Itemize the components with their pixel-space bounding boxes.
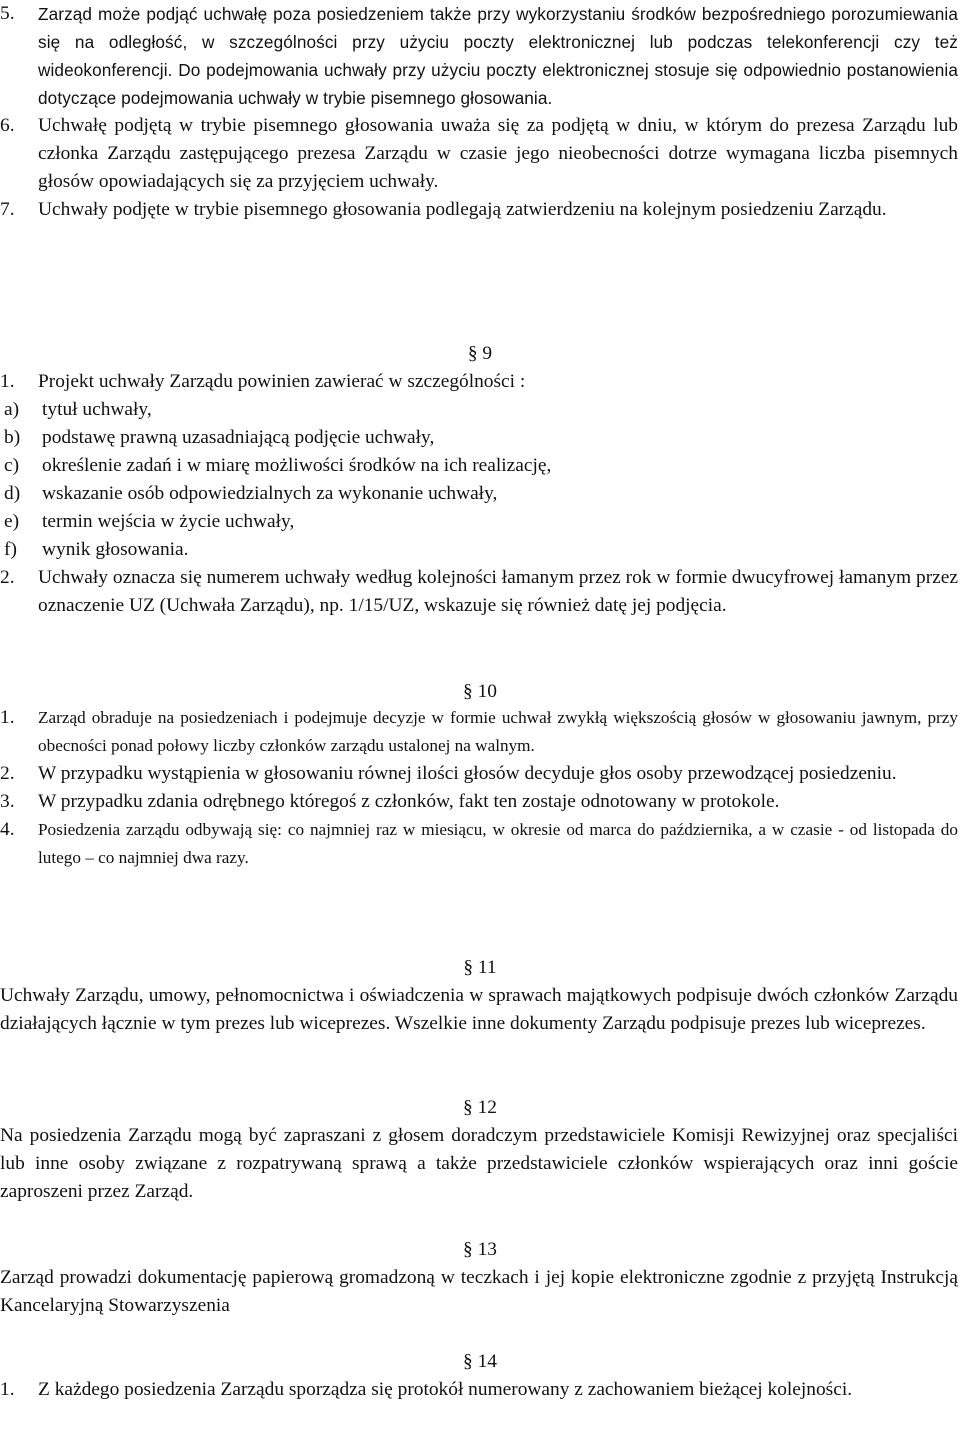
sub-item bbox=[4, 480, 958, 508]
list-item bbox=[0, 112, 958, 196]
sub-item-letter: a) bbox=[4, 399, 20, 420]
section-heading-11: § 11 bbox=[463, 957, 497, 978]
item-text: Uchwały oznacza się numerem uchwały według kolejności łamanym przez rok w formie dwucyfrowej łamanym przez oznaczenie UZ (Uchwała Zarządu), np. 1/15/UZ, wskazuje się również datę jej podjęcia. bbox=[38, 567, 958, 616]
list-item bbox=[0, 196, 958, 224]
sub-item-text: wskazanie osób odpowiedzialnych za wykonanie uchwały, bbox=[42, 483, 498, 504]
item-text: Z każdego posiedzenia Zarządu sporządza się protokół numerowany z zachowaniem bieżącej kolejności. bbox=[38, 1379, 853, 1400]
item-text: Uchwały podjęte w trybie pisemnego głosowania podlegają zatwierdzeniu na kolejnym posiedzeniu Zarządu. bbox=[38, 199, 887, 220]
section-11-text: Uchwały Zarządu, umowy, pełnomocnictwa i oświadczenia w sprawach majątkowych podpisuje dwóch członków Zarządu działających łącznie w tym prezes lub wiceprezes. Wszelkie inne dokumenty Zarządu podpisuje prezes lub wiceprezes. bbox=[0, 985, 958, 1034]
section-12-text: Na posiedzenia Zarządu mogą być zapraszani z głosem doradczym przedstawiciele Komisji Rewizyjnej oraz specjaliści lub inne osoby związane z rozpatrywaną sprawą a także przedstawiciele członków wspierających oraz inni goście zaproszeni przez Zarząd. bbox=[0, 1125, 958, 1202]
section-heading-9: § 9 bbox=[467, 343, 493, 364]
sub-item-text: określenie zadań i w miarę możliwości środków na ich realizację, bbox=[42, 455, 552, 476]
item-text: Zarząd obraduje na posiedzeniach i podejmuje decyzje w formie uchwał zwykłą większością głosów w głosowaniu jawnym, przy obecności ponad połowy liczby członków zarządu ustalonej na walnym. bbox=[38, 708, 958, 755]
item-number: 6. bbox=[0, 115, 15, 136]
sub-item bbox=[4, 396, 958, 424]
list-item bbox=[0, 368, 958, 396]
list-item bbox=[0, 1376, 958, 1404]
section-14 bbox=[0, 1376, 958, 1404]
sub-item bbox=[4, 452, 958, 480]
section-13-text: Zarząd prowadzi dokumentację papierową gromadzoną w teczkach i jej kopie elektroniczne zgodnie z przyjętą Instrukcją Kancelaryjną Stowarzyszenia bbox=[0, 1267, 958, 1316]
sub-item bbox=[4, 424, 958, 452]
sub-item-letter: d) bbox=[4, 483, 21, 504]
list-item bbox=[0, 0, 958, 112]
sub-item-text: wynik głosowania. bbox=[42, 539, 189, 560]
item-text: W przypadku wystąpienia w głosowaniu równej ilości głosów decyduje głos osoby przewodzącej posiedzeniu. bbox=[38, 763, 897, 784]
item-text: Posiedzenia zarządu odbywają się: co najmniej raz w miesiącu, w okresie od marca do października, a w czasie - od listopada do lutego – co najmniej dwa razy. bbox=[38, 820, 958, 867]
list-item bbox=[0, 760, 958, 788]
item-number: 1. bbox=[0, 371, 15, 392]
item-text: W przypadku zdania odrębnego któregoś z członków, fakt ten zostaje odnotowany w protokole. bbox=[38, 791, 780, 812]
item-number: 5. bbox=[0, 3, 15, 24]
item-number: 7. bbox=[0, 199, 15, 220]
sub-item-text: podstawę prawną uzasadniającą podjęcie uchwały, bbox=[42, 427, 435, 448]
item-number: 4. bbox=[0, 819, 15, 840]
sub-item-text: tytuł uchwały, bbox=[42, 399, 152, 420]
item-number: 2. bbox=[0, 763, 15, 784]
sub-item bbox=[4, 536, 958, 564]
item-text: Uchwałę podjętą w trybie pisemnego głosowania uważa się za podjętą w dniu, w którym do prezesa Zarządu lub członka Zarządu zastępującego prezesa Zarządu w czasie jego nieobecności dotrze wymagana liczba pisemnych głosów opowiadających się za przyjęciem uchwały. bbox=[38, 115, 958, 192]
item-text: Zarząd może podjąć uchwałę poza posiedzeniem także przy wykorzystaniu środków bezpośredniego porozumiewania się na odległość, w szczególności przy użyciu poczty elektronicznej lub podczas telekonferencji czy też wideokonferencji. Do podejmowania uchwały przy użyciu poczty elektronicznej stosuje się odpowiednio postanowienia dotyczące podejmowania uchwały w trybie pisemnego głosowania. bbox=[38, 4, 958, 108]
section-heading-10: § 10 bbox=[463, 681, 497, 702]
list-item bbox=[0, 704, 958, 760]
list-item bbox=[0, 816, 958, 872]
sub-item-text: termin wejścia w życie uchwały, bbox=[42, 511, 295, 532]
item-number: 1. bbox=[0, 1379, 15, 1400]
sub-item-letter: b) bbox=[4, 427, 21, 448]
sub-item bbox=[4, 508, 958, 536]
section-heading-13: § 13 bbox=[463, 1239, 497, 1260]
section-10 bbox=[0, 704, 958, 872]
item-number: 3. bbox=[0, 791, 15, 812]
item-text: Projekt uchwały Zarządu powinien zawierać w szczególności : bbox=[38, 371, 526, 392]
list-item bbox=[0, 564, 958, 620]
sub-item-letter: c) bbox=[4, 455, 20, 476]
sub-item-letter: f) bbox=[4, 539, 17, 560]
sub-item-letter: e) bbox=[4, 511, 20, 532]
section-9 bbox=[0, 368, 958, 620]
item-number: 1. bbox=[0, 707, 15, 728]
section-heading-12: § 12 bbox=[463, 1097, 497, 1118]
section-heading-14: § 14 bbox=[463, 1351, 497, 1372]
top-list bbox=[0, 0, 958, 224]
list-item bbox=[0, 788, 958, 816]
item-number: 2. bbox=[0, 567, 15, 588]
